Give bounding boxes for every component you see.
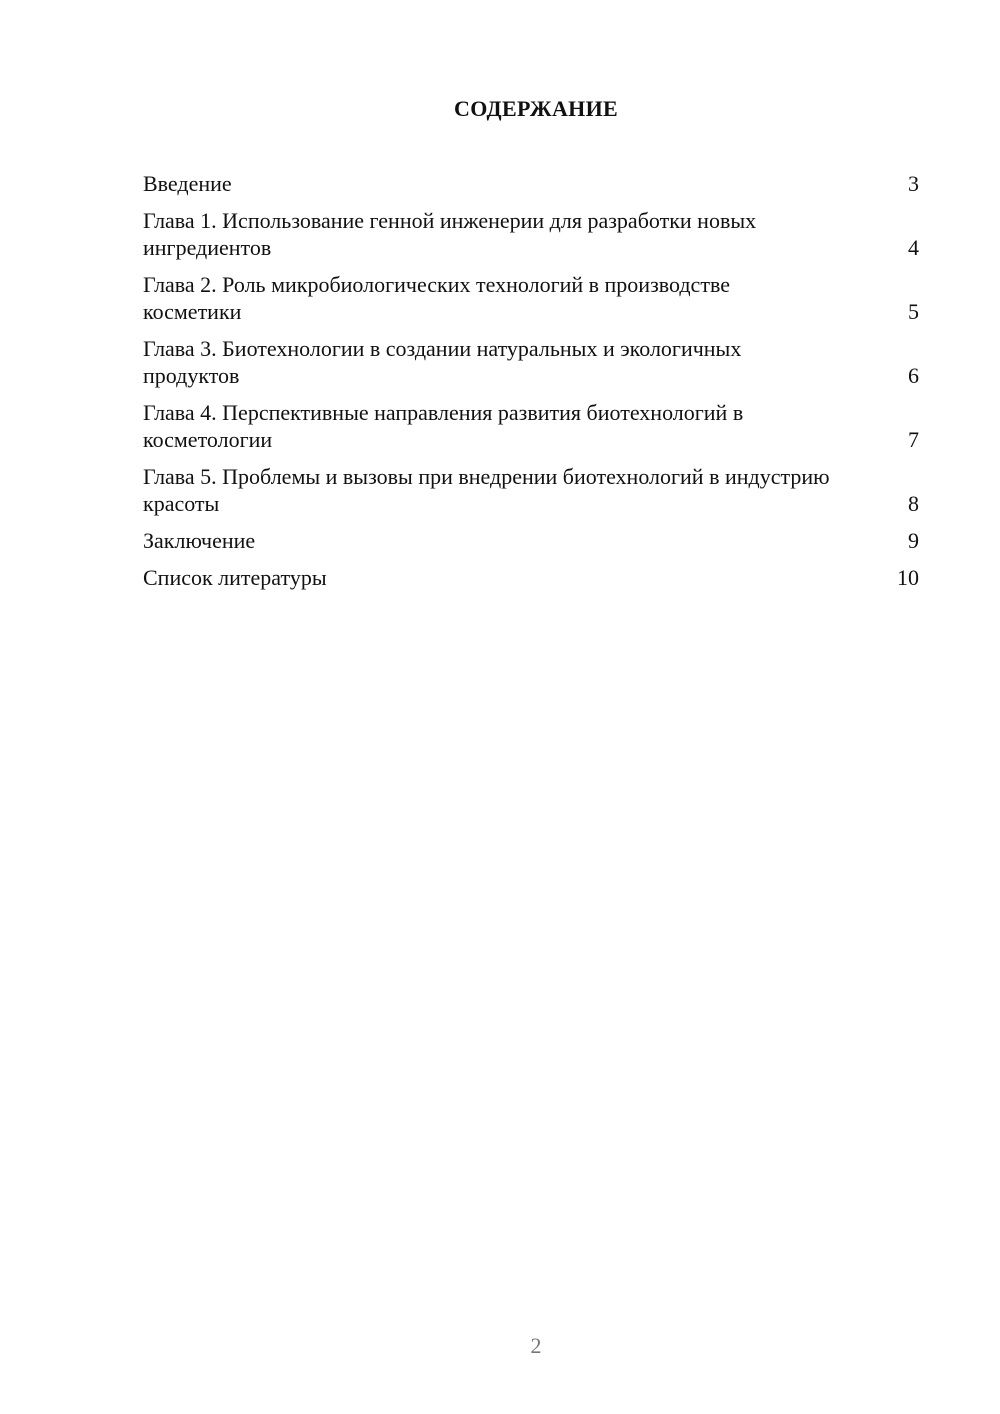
toc-entry-page: 5: [908, 299, 919, 324]
toc-entry-page: 4: [908, 235, 919, 260]
toc-entry-page: 10: [897, 565, 919, 590]
toc-entry-label: Список литературы: [143, 565, 327, 590]
toc-entry-page: 9: [908, 528, 919, 553]
toc-entry-page: 3: [908, 171, 919, 196]
toc-entry-label: Глава 5. Проблемы и вызовы при внедрении биотехнологий в индустрию красоты: [143, 464, 830, 516]
table-of-contents: [143, 170, 919, 601]
toc-entry-label: Глава 2. Роль микробиологических технологий в производстве косметики: [143, 272, 730, 324]
toc-entry-page: 7: [908, 427, 919, 452]
toc-entry-chapter-4[interactable]: [143, 399, 919, 453]
toc-entry-label: Глава 4. Перспективные направления развития биотехнологий в косметологии: [143, 400, 744, 452]
toc-entry-page: 8: [908, 491, 919, 516]
toc-entry-label: Глава 3. Биотехнологии в создании натуральных и экологичных продуктов: [143, 336, 742, 388]
toc-entry-chapter-2[interactable]: [143, 271, 919, 325]
toc-title: СОДЕРЖАНИЕ: [454, 96, 618, 121]
toc-entry-conclusion[interactable]: [143, 527, 919, 554]
toc-entry-label: Заключение: [143, 528, 256, 553]
toc-entry-references[interactable]: [143, 564, 919, 591]
toc-entry-chapter-3[interactable]: [143, 335, 919, 389]
page-number: 2: [530, 1333, 542, 1358]
toc-entry-label: Введение: [143, 171, 232, 196]
toc-entry-label: Глава 1. Использование генной инженерии для разработки новых ингредиентов: [143, 208, 757, 260]
toc-entry-chapter-1[interactable]: [143, 207, 919, 261]
toc-entry-introduction[interactable]: [143, 170, 919, 197]
toc-entry-chapter-5[interactable]: [143, 463, 919, 517]
toc-entry-page: 6: [908, 363, 919, 388]
